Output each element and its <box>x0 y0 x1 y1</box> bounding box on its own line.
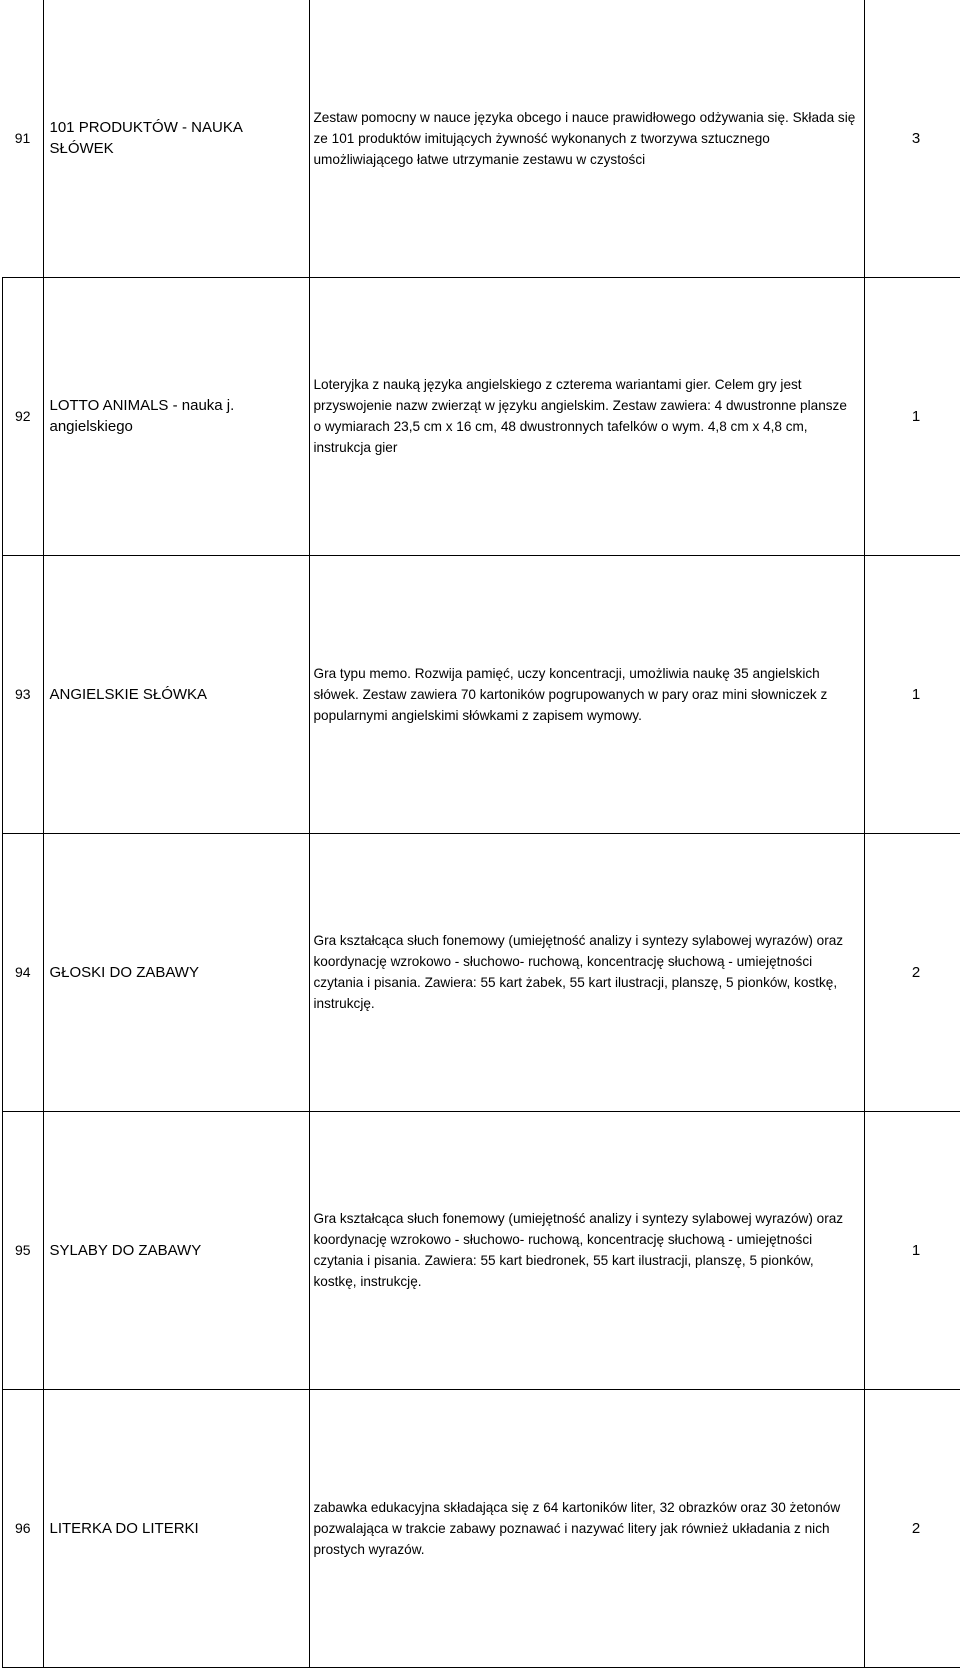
product-quantity: 2 <box>864 1389 960 1667</box>
product-name: LOTTO ANIMALS - nauka j. angielskiego <box>43 277 309 555</box>
row-number: 96 <box>3 1389 44 1667</box>
row-number: 94 <box>3 833 44 1111</box>
product-quantity: 3 <box>864 0 960 277</box>
product-quantity: 1 <box>864 555 960 833</box>
row-number: 93 <box>3 555 44 833</box>
table-row <box>3 1111 960 1389</box>
product-name: LITERKA DO LITERKI <box>43 1389 309 1667</box>
product-quantity: 1 <box>864 1111 960 1389</box>
table-row <box>3 0 960 277</box>
product-quantity: 1 <box>864 277 960 555</box>
product-quantity: 2 <box>864 833 960 1111</box>
table-row <box>3 1389 960 1667</box>
row-number: 92 <box>3 277 44 555</box>
product-name: 101 PRODUKTÓW - NAUKA SŁÓWEK <box>43 0 309 277</box>
product-description: Gra typu memo. Rozwija pamięć, uczy koncentracji, umożliwia naukę 35 angielskich słówek. Zestaw zawiera 70 kartoników pogrupowanych w pary oraz mini słowniczek z popularnymi angielskimi słówkami z zapisem wymowy. <box>309 555 864 833</box>
row-number: 91 <box>3 0 44 277</box>
product-name: GŁOSKI DO ZABAWY <box>43 833 309 1111</box>
product-table <box>2 0 960 1668</box>
product-table-sheet <box>2 0 960 1668</box>
product-description: Zestaw pomocny w nauce języka obcego i nauce prawidłowego odżywania się. Składa się ze 101 produktów imitujących żywność wykonanych z tworzywa sztucznego umożliwiającego łatwe utrzymanie zestawu w czystości <box>309 0 864 277</box>
table-row <box>3 555 960 833</box>
product-description: Loteryjka z nauką języka angielskiego z czterema wariantami gier. Celem gry jest przyswojenie nazw zwierząt w języku angielskim. Zestaw zawiera: 4 dwustronne plansze o wymiarach 23,5 cm x 16 cm, 48 dwustronnych tafelków o wym. 4,8 cm x 4,8 cm, instrukcja gier <box>309 277 864 555</box>
row-number: 95 <box>3 1111 44 1389</box>
table-row <box>3 277 960 555</box>
product-description: zabawka edukacyjna składająca się z 64 kartoników liter, 32 obrazków oraz 30 żetonów pozwalająca w trakcie zabawy poznawać i nazywać litery jak również układania z nich prostych wyrazów. <box>309 1389 864 1667</box>
product-description: Gra kształcąca słuch fonemowy (umiejętność analizy i syntezy sylabowej wyrazów) oraz koordynację wzrokowo - słuchowo- ruchową, koncentrację słuchową - umiejętności czytania i pisania. Zawiera: 55 kart biedronek, 55 kart ilustracji, planszę, 5 pionków, kostkę, instrukcję. <box>309 1111 864 1389</box>
product-name: ANGIELSKIE SŁÓWKA <box>43 555 309 833</box>
product-description: Gra kształcąca słuch fonemowy (umiejętność analizy i syntezy sylabowej wyrazów) oraz koordynację wzrokowo - słuchowo- ruchową, koncentrację słuchową - umiejętności czytania i pisania. Zawiera: 55 kart żabek, 55 kart ilustracji, planszę, 5 pionków, kostkę, instrukcję. <box>309 833 864 1111</box>
product-name: SYLABY DO ZABAWY <box>43 1111 309 1389</box>
table-row <box>3 833 960 1111</box>
